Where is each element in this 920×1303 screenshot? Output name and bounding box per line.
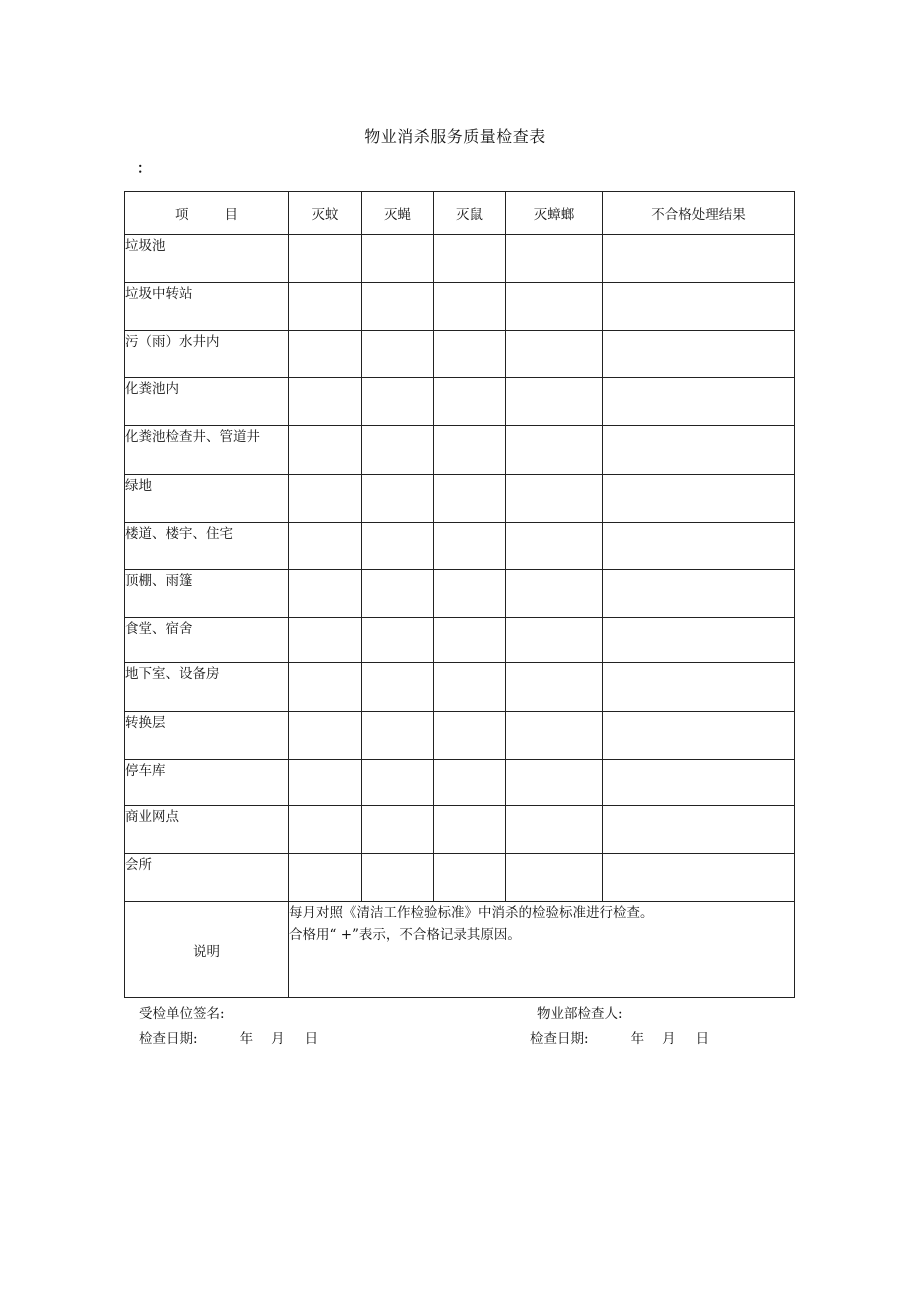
cell-mosquito[interactable] (289, 712, 362, 760)
cell-mosquito[interactable] (289, 331, 362, 378)
cell-rat[interactable] (434, 712, 506, 760)
header-rat: 灭鼠 (434, 192, 506, 235)
cell-fly[interactable] (362, 806, 434, 854)
cell-fly[interactable] (362, 235, 434, 283)
cell-fly[interactable] (362, 760, 434, 806)
cell-fly[interactable] (362, 475, 434, 523)
cell-fly[interactable] (362, 523, 434, 570)
table-row (125, 523, 795, 570)
cell-cockroach[interactable] (506, 712, 603, 760)
cell-mosquito[interactable] (289, 806, 362, 854)
cell-cockroach[interactable] (506, 523, 603, 570)
header-item (125, 192, 289, 235)
header-colon: ： (137, 161, 151, 177)
row-item-name: 转换层 (125, 712, 289, 760)
cell-result[interactable] (603, 760, 795, 806)
cell-mosquito[interactable] (289, 378, 362, 426)
table-row (125, 806, 795, 854)
header-cockroach: 灭蟑螂 (506, 192, 603, 235)
table-row (125, 331, 795, 378)
cell-cockroach[interactable] (506, 663, 603, 712)
cell-result[interactable] (603, 854, 795, 902)
cell-cockroach[interactable] (506, 806, 603, 854)
cell-rat[interactable] (434, 618, 506, 663)
cell-fly[interactable] (362, 663, 434, 712)
cell-mosquito[interactable] (289, 283, 362, 331)
cell-mosquito[interactable] (289, 426, 362, 475)
cell-mosquito[interactable] (289, 235, 362, 283)
right-date-month: 月 (662, 1031, 676, 1047)
cell-rat[interactable] (434, 475, 506, 523)
cell-cockroach[interactable] (506, 475, 603, 523)
cell-fly[interactable] (362, 712, 434, 760)
row-item-name: 停车库 (125, 760, 289, 806)
table-row (125, 712, 795, 760)
row-item-name: 食堂、宿舍 (125, 618, 289, 663)
note-label: 说明 (125, 902, 289, 998)
cell-fly[interactable] (362, 426, 434, 475)
cell-cockroach[interactable] (506, 378, 603, 426)
table-row (125, 570, 795, 618)
cell-result[interactable] (603, 663, 795, 712)
cell-cockroach[interactable] (506, 235, 603, 283)
table-row (125, 618, 795, 663)
cell-rat[interactable] (434, 283, 506, 331)
left-inspection-date (139, 1027, 318, 1047)
cell-mosquito[interactable] (289, 475, 362, 523)
cell-result[interactable] (603, 523, 795, 570)
row-item-name: 绿地 (125, 475, 289, 523)
header-fly: 灭蝇 (362, 192, 434, 235)
row-item-name: 商业网点 (125, 806, 289, 854)
cell-rat[interactable] (434, 235, 506, 283)
note-line-2: 合格用“ +”表示，不合格记录其原因。 (289, 927, 521, 943)
property-inspector-signature: 物业部检查人: (537, 1006, 623, 1022)
cell-result[interactable] (603, 712, 795, 760)
table-row (125, 426, 795, 475)
header-result: 不合格处理结果 (603, 192, 795, 235)
right-inspection-date (530, 1027, 709, 1047)
row-item-name: 垃圾池 (125, 235, 289, 283)
cell-fly[interactable] (362, 618, 434, 663)
header-mosquito: 灭蚊 (289, 192, 362, 235)
cell-fly[interactable] (362, 283, 434, 331)
row-item-name: 污（雨）水井内 (125, 331, 289, 378)
header-item-first: 项 (175, 207, 189, 223)
cell-cockroach[interactable] (506, 618, 603, 663)
row-item-name: 化粪池检查井、管道井 (125, 426, 289, 475)
right-date-label: 检查日期: (530, 1031, 589, 1047)
cell-fly[interactable] (362, 331, 434, 378)
table-row (125, 854, 795, 902)
cell-fly[interactable] (362, 378, 434, 426)
note-text (289, 902, 795, 998)
left-date-month: 月 (271, 1031, 285, 1047)
cell-mosquito[interactable] (289, 618, 362, 663)
cell-rat[interactable] (434, 854, 506, 902)
cell-mosquito[interactable] (289, 854, 362, 902)
cell-result[interactable] (603, 475, 795, 523)
cell-rat[interactable] (434, 663, 506, 712)
left-date-day: 日 (304, 1031, 319, 1047)
cell-result[interactable] (603, 331, 795, 378)
cell-cockroach[interactable] (506, 426, 603, 475)
cell-result[interactable] (603, 426, 795, 475)
cell-rat[interactable] (434, 806, 506, 854)
cell-result[interactable] (603, 235, 795, 283)
cell-rat[interactable] (434, 570, 506, 618)
cell-cockroach[interactable] (506, 854, 603, 902)
cell-mosquito[interactable] (289, 523, 362, 570)
left-date-label: 检查日期: (139, 1031, 198, 1047)
cell-result[interactable] (603, 283, 795, 331)
inspected-unit-signature: 受检单位签名: (139, 1006, 225, 1022)
table-row (125, 760, 795, 806)
cell-rat[interactable] (434, 378, 506, 426)
cell-rat[interactable] (434, 760, 506, 806)
table-row (125, 235, 795, 283)
cell-fly[interactable] (362, 570, 434, 618)
inspection-table (124, 191, 795, 998)
right-date-year: 年 (630, 1031, 645, 1047)
row-item-name: 顶棚、雨篷 (125, 570, 289, 618)
cell-result[interactable] (603, 618, 795, 663)
note-line-1: 每月对照《清洁工作检验标准》中消杀的检验标准进行检查。 (289, 905, 654, 921)
row-item-name: 会所 (125, 854, 289, 902)
table-header-row (125, 192, 795, 235)
cell-mosquito[interactable] (289, 760, 362, 806)
cell-result[interactable] (603, 570, 795, 618)
cell-cockroach[interactable] (506, 760, 603, 806)
row-item-name: 垃圾中转站 (125, 283, 289, 331)
cell-result[interactable] (603, 378, 795, 426)
cell-fly[interactable] (362, 854, 434, 902)
cell-result[interactable] (603, 806, 795, 854)
table-row (125, 663, 795, 712)
table-row (125, 378, 795, 426)
cell-mosquito[interactable] (289, 570, 362, 618)
header-item-second: 目 (224, 207, 238, 223)
cell-cockroach[interactable] (506, 283, 603, 331)
cell-rat[interactable] (434, 331, 506, 378)
cell-cockroach[interactable] (506, 570, 603, 618)
table-row (125, 283, 795, 331)
cell-rat[interactable] (434, 523, 506, 570)
cell-mosquito[interactable] (289, 663, 362, 712)
row-item-name: 地下室、设备房 (125, 663, 289, 712)
cell-cockroach[interactable] (506, 331, 603, 378)
document-title: 物业消杀服务质量检查表 (364, 127, 546, 146)
left-date-year: 年 (239, 1031, 254, 1047)
cell-rat[interactable] (434, 426, 506, 475)
row-item-name: 楼道、楼宇、住宅 (125, 523, 289, 570)
table-row (125, 475, 795, 523)
right-date-day: 日 (695, 1031, 710, 1047)
row-item-name: 化粪池内 (125, 378, 289, 426)
note-row (125, 902, 795, 998)
